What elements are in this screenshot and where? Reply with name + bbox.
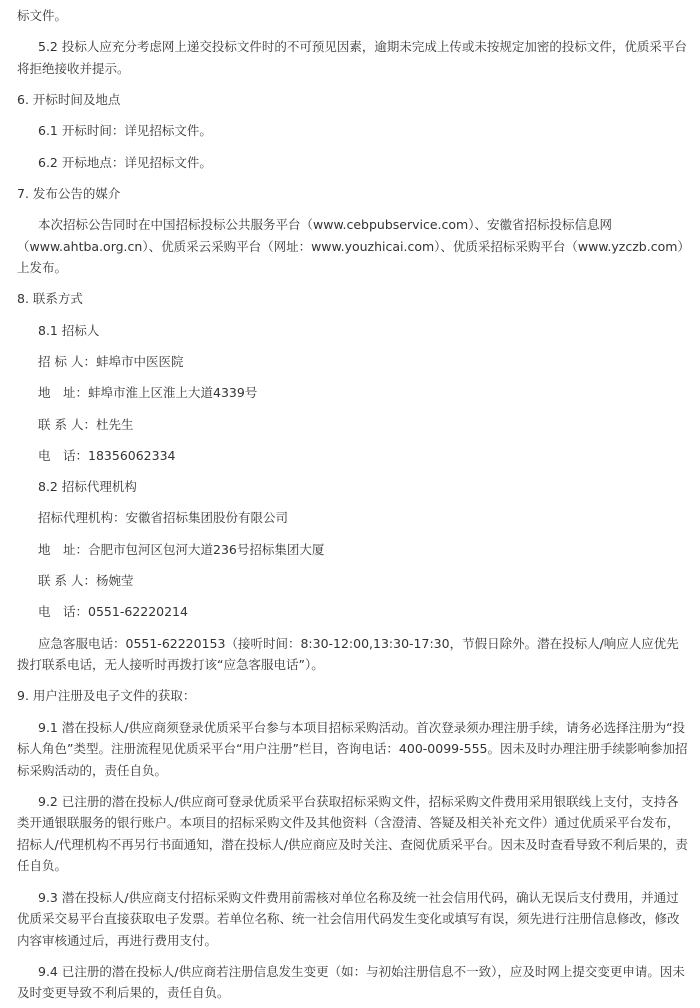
tenderer-contact-value: 杜先生 — [95, 416, 134, 432]
tenderer-name-line — [38, 351, 689, 373]
paragraph-5-2: 5.2 投标人应充分考虑网上递交投标文件时的不可预见因素，逾期未完成上传或未按规定加密的投标文件，优质采平台将拒绝接收并提示。 — [17, 39, 687, 76]
tenderer-contact-line — [38, 414, 689, 436]
section-heading-9: 9. 用户注册及电子文件的获取： — [17, 688, 196, 704]
section-heading-6: 6. 开标时间及地点 — [17, 92, 121, 108]
paragraph-6-1: 6.1 开标时间：详见招标文件。 — [38, 123, 212, 139]
tenderer-name-value: 蚌埠市中医医院 — [95, 354, 184, 370]
agency-phone-value: 0551-62220214 — [88, 604, 188, 620]
section-heading-8: 8. 联系方式 — [17, 291, 83, 307]
agency-phone-label: 电 话： — [38, 604, 89, 620]
agency-address-line — [38, 539, 689, 561]
tenderer-phone-value: 18356062334 — [88, 447, 176, 463]
tenderer-name-label: 招 标 人： — [38, 354, 96, 370]
emergency-hotline-paragraph: 应急客服电话：0551-62220153（接听时间：8:30-12:00,13:30-17:30，节假日除外。潜在投标人/响应人应优先拨打联系电话，无人接听时再拨打该“应急客服电话”）。 — [17, 635, 679, 673]
agency-address-label: 地 址： — [38, 541, 89, 557]
subsection-heading-8-2: 8.2 招标代理机构 — [38, 479, 137, 495]
paragraph-7: 本次招标公告同时在中国招标投标公共服务平台（www.cebpubservice.com）、安徽省招标投标信息网（www.ahtba.org.cn）、优质采云采购平台（网址：www.youzhicai.com）、优质采招标采购平台（www.yzczb.com）上发布。 — [17, 217, 684, 276]
agency-contact-value: 杨婉莹 — [95, 572, 134, 588]
agency-contact-line — [38, 570, 689, 592]
paragraph-9-2: 9.2 已注册的潜在投标人/供应商可登录优质采平台获取招标采购文件，招标采购文件费用采用银联线上支付，支持各类开通银联服务的银行账户。本项目的招标采购文件及其他资料（含澄清、答疑及相关补充文件）通过优质采平台发布，招标人/代理机构不再另行书面通知，潜在投标人/供应商应及时关注、查阅优质采平台。因未及时查看导致不利后果的，责任自负。 — [17, 793, 688, 874]
tenderer-phone-label: 电 话： — [38, 447, 89, 463]
tenderer-address-label: 地 址： — [38, 385, 89, 401]
subsection-heading-8-1: 8.1 招标人 — [38, 322, 100, 338]
paragraph-6-2: 6.2 开标地点：详见招标文件。 — [38, 154, 212, 170]
section-heading-7: 7. 发布公告的媒介 — [17, 185, 121, 201]
paragraph-9-3: 9.3 潜在投标人/供应商支付招标采购文件费用前需核对单位名称及统一社会信用代码，确认无误后支付费用，并通过优质采交易平台直接获取电子发票。若单位名称、统一社会信用代码发生变化或填写有误，须先进行注册信息修改，修改内容审核通过后，再进行费用支付。 — [17, 889, 680, 948]
agency-name-label: 招标代理机构： — [38, 510, 126, 526]
paragraph-9-4: 9.4 已注册的潜在投标人/供应商若注册信息发生变更（如：与初始注册信息不一致），应及时网上提交变更申请。因未及时变更导致不利后果的，责任自负。 — [17, 963, 685, 1001]
tenderer-contact-label: 联 系 人： — [38, 416, 96, 432]
paragraph-9-1: 9.1 潜在投标人/供应商须登录优质采平台参与本项目招标采购活动。首次登录须办理注册手续，请务必选择注册为“投标人角色”类型。注册流程见优质采平台“用户注册”栏目，咨询电话：400-0099-555。因未及时办理注册手续影响参加招标采购活动的，责任自负。 — [17, 719, 688, 778]
agency-name-line — [38, 507, 689, 529]
tenderer-phone-line — [38, 445, 689, 467]
tenderer-address-line — [38, 382, 689, 404]
agency-phone-line — [38, 601, 689, 623]
text-continuation: 标文件。 — [17, 8, 68, 23]
agency-name-value: 安徽省招标集团股份有限公司 — [125, 510, 289, 526]
agency-address-value: 合肥市包河区包河大道236号招标集团大厦 — [88, 541, 325, 557]
agency-contact-label: 联 系 人： — [38, 572, 96, 588]
tenderer-address-value: 蚌埠市淮上区淮上大道4339号 — [88, 385, 258, 401]
